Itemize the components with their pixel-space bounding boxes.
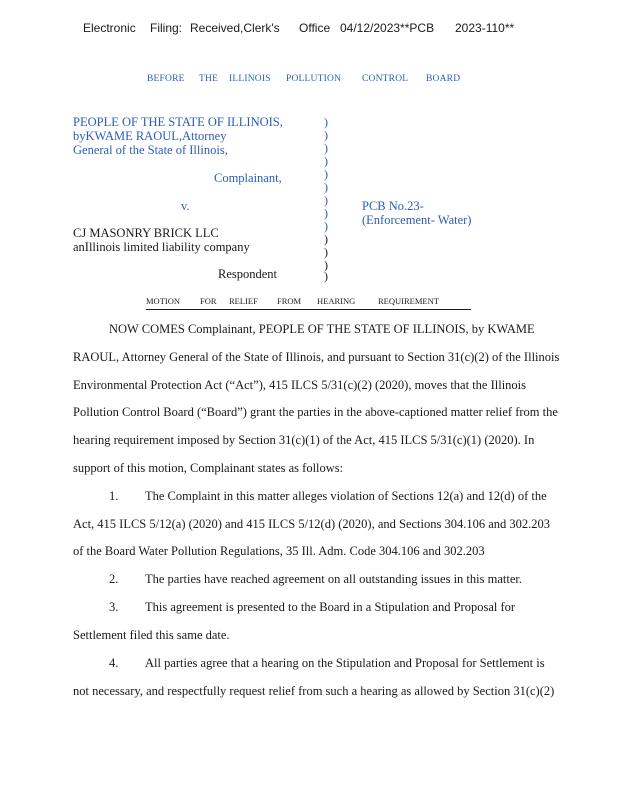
caption-respondent: Respondent [218,267,278,281]
caption-parenthesis: ) [324,232,328,246]
paragraph-1-line: of the Board Water Pollution Regulations, 35 Ill. Adm. Code 304.106 and 302.203 [73,544,485,558]
board-title-word: BEFORE [147,74,185,84]
paragraph-3-line: Settlement filed this same date. [73,628,230,642]
caption-parenthesis: ) [324,128,328,142]
caption-versus: v. [181,199,190,213]
paragraph-number: 4. [109,656,119,670]
caption-enforcement-type: (Enforcement- Water) [362,213,472,227]
filing-header-docket: 2023-110** [455,21,515,35]
motion-title-underline [146,309,471,310]
caption-respondent-desc: anIllinois limited liability company [73,240,250,254]
paragraph-1-line: Act, 415 ILCS 5/12(a) (2020) and 415 ILCS 5/12(d) (2020), and Sections 304.106 and 302.203 [73,517,551,531]
intro-line: hearing requirement imposed by Section 31(c)(1) of the Act, 415 ILCS 5/31(c)(1) (2020). In [73,433,535,447]
caption-people-by: byKWAME RAOUL,Attorney [73,129,227,143]
filing-header-word: Filing: [150,21,183,35]
caption-respondent-name: CJ MASONRY BRICK LLC [73,226,219,240]
board-title-word: CONTROL [362,74,409,84]
filing-header-word: Electronic [83,21,136,35]
board-title-word: ILLINOIS [229,74,271,84]
motion-title-word: RELIEF [229,296,258,306]
paragraph-number: 2. [109,572,119,586]
motion-title-word: REQUIREMENT [378,296,439,306]
board-title-word: THE [199,74,219,84]
paragraph-number: 3. [109,600,119,614]
motion-title-word: FOR [200,296,217,306]
caption-people: PEOPLE OF THE STATE OF ILLINOIS, [73,115,283,129]
motion-title-word: MOTION [146,296,180,306]
caption-parenthesis: ) [324,115,328,129]
intro-line: Pollution Control Board (“Board”) grant the parties in the above-captioned matter relief from the [73,405,558,419]
paragraph-4-line: All parties agree that a hearing on the Stipulation and Proposal for Settlement is [145,656,545,670]
filing-header-word: Office [299,21,331,35]
caption-people-ag: General of the State of Illinois, [73,143,228,157]
caption-parenthesis: ) [324,219,328,233]
caption-parenthesis: ) [324,141,328,155]
filing-header-word: Received,Clerk's [190,21,280,35]
motion-title-word: HEARING [317,296,356,306]
caption-parenthesis: ) [324,180,328,194]
caption-parenthesis: ) [324,167,328,181]
intro-line: RAOUL, Attorney General of the State of Illinois, and pursuant to Section 31(c)(2) of the Illinois [73,350,560,364]
board-title-word: POLLUTION [286,74,342,84]
caption-parenthesis: ) [324,269,328,283]
caption-parenthesis: ) [324,193,328,207]
motion-title-word: FROM [277,296,302,306]
paragraph-4-line: not necessary, and respectfully request relief from such a hearing as allowed by Section 31(c)(2) [73,684,555,698]
paragraph-3-line: This agreement is presented to the Board in a Stipulation and Proposal for [145,600,516,614]
paragraph-2-line: The parties have reached agreement on all outstanding issues in this matter. [145,572,522,586]
caption-complainant: Complainant, [214,171,282,185]
caption-pcb-number: PCB No.23- [362,199,424,213]
caption-parenthesis: ) [324,258,328,272]
paragraph-1-line: The Complaint in this matter alleges violation of Sections 12(a) and 12(d) of the [145,489,547,503]
paragraph-number: 1. [109,489,119,503]
board-title-word: BOARD [426,74,461,84]
caption-parenthesis: ) [324,154,328,168]
filing-header-date: 04/12/2023**PCB [340,21,435,35]
intro-line: Environmental Protection Act (“Act”), 415 ILCS 5/31(c)(2) (2020), moves that the Illinois [73,378,527,392]
intro-line: support of this motion, Complainant states as follows: [73,461,344,475]
caption-parenthesis: ) [324,206,328,220]
intro-line: NOW COMES Complainant, PEOPLE OF THE STATE OF ILLINOIS, by KWAME [109,322,535,336]
caption-parenthesis: ) [324,245,328,259]
